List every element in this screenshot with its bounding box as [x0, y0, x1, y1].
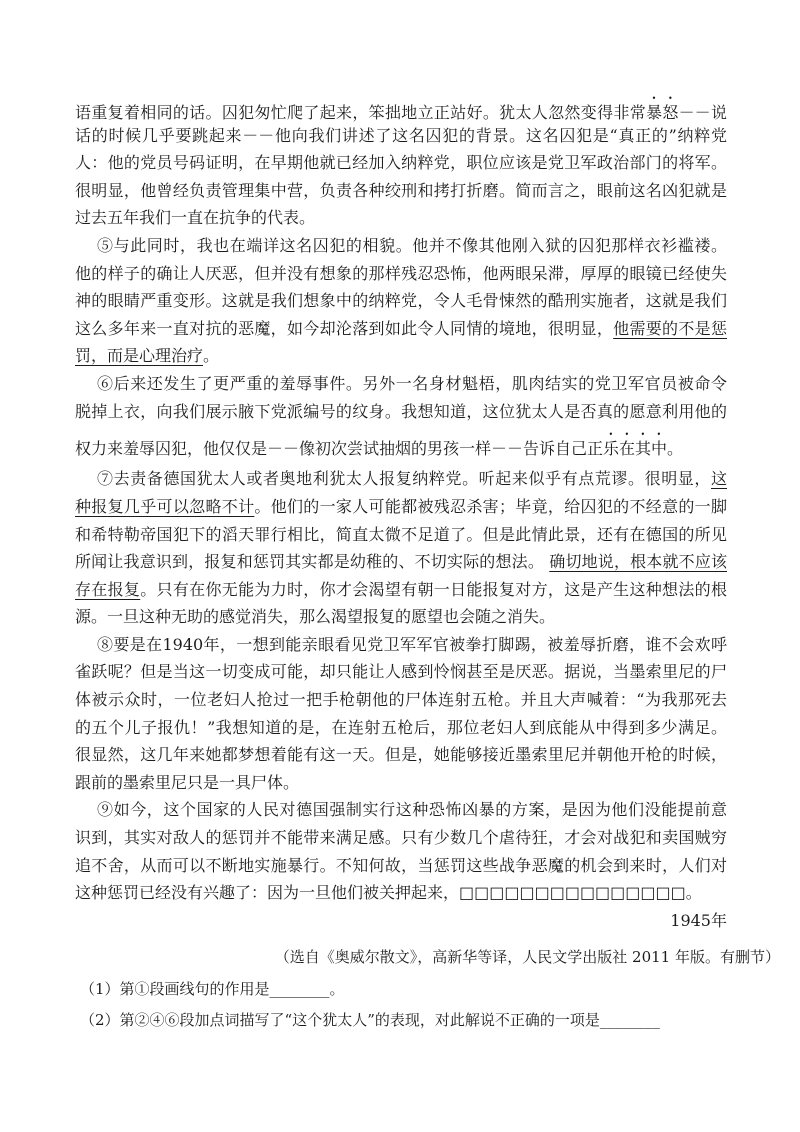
text-line: 过去五年我们一直在抗争的代表。: [75, 208, 316, 228]
answer-blank: ________: [269, 980, 330, 998]
text-line: [75, 430, 727, 458]
text-segment: 。: [667, 439, 684, 459]
text-line: 很明显，他曾经负责管理集中营，负责各种绞刑和拷打折磨。简而言之，眼前这名凶犯就是: [75, 180, 727, 200]
text-line: [75, 576, 727, 604]
underlined-sentence: 他需要的不是惩: [613, 318, 727, 338]
text-line: 识到，其实对敌人的惩罚并不能带来满足感。只有少数几个虐待狂，才会对战犯和卖国贼穷: [75, 828, 727, 848]
text-line: 话的时候几乎要跳起来－－他向我们讲述了这名囚犯的背景。这名囚犯是“真正的”纳粹党: [75, 125, 727, 145]
text-line: 追不舍，从而可以不断地实施暴行。不知何故，当惩罚这些战争恶魔的机会到来时，人们对: [75, 855, 727, 875]
answer-blank: ________: [599, 1011, 660, 1029]
text-line: ⑧要是在1940年，一想到能亲眼看见党卫军军官被拳打脚踢，被羞辱折磨，谁不会欢呼: [97, 634, 727, 654]
text-line: 跟前的墨索里尼只是一具尸体。: [75, 772, 300, 792]
text-line: ⑨如今，这个国家的人民对德国强制实行这种恐怖凶暴的方案，是因为他们没能提前意: [97, 800, 727, 820]
text-line: 的五个儿子报仇！”我想知道的是，在连射五枪后，那位老妇人到底能从中得到多少满足。: [75, 717, 727, 737]
underlined-sentence: 罚，而是心理治疗: [75, 346, 204, 366]
question-text-end: 。: [329, 980, 345, 998]
text-line: [75, 548, 727, 576]
text-line: [75, 342, 727, 370]
question-2: [80, 1006, 660, 1034]
paragraph-9: [75, 796, 727, 906]
text-line: 神的眼睛严重变形。这就是我们想象中的纳粹党，令人毛骨悚然的酷刑实施者，这就是我们: [75, 291, 727, 311]
text-segment: 权力来羞辱囚犯，他仅仅是－－像初次尝试抽烟的男孩一样－－告诉自己正: [75, 439, 604, 459]
paragraph-8: [75, 631, 727, 797]
text-segment: 。: [203, 346, 220, 366]
underlined-sentence: 种报复几乎可以忽略不计: [75, 496, 255, 516]
text-segment: 语重复着相同的话。囚犯匆忙爬了起来，笨拙地立正站好。犹太人忽然变得非常: [75, 103, 647, 122]
text-line: ⑤与此同时，我也在端详这名囚犯的相貌。他并不像其他刚入狱的囚犯那样衣衫褴褛。: [97, 235, 727, 255]
text-line: 他的样子的确让人厌恶，但并没有想象的那样残忍恐怖，他两眼呆滞，厚厚的眼镜已经使失: [75, 263, 727, 283]
paragraph-6: [75, 370, 727, 458]
source-citation: （选自《奥威尔散文》，高新华等译，人民文学出版社 2011 年版。有删节）: [274, 948, 780, 966]
text-segment: 。只有在你无能为力时，你才会渴望有朝一日能报复对方，这是产生这种想法的根: [140, 579, 727, 599]
text-line: [75, 493, 727, 521]
text-line: [75, 94, 727, 122]
text-segment: 所闻让我意识到，报复和惩罚其实都是幼稚的、不切实际的想法。: [75, 552, 550, 572]
paragraph-7: [75, 465, 727, 631]
text-line: 人：他的党员号码证明，在早期他就已经加入纳粹党，职位应该是党卫军政治部门的将军。: [75, 153, 727, 173]
underlined-sentence: 存在报复: [75, 579, 141, 599]
text-segment: 这么多年来一直对抗的恶魔，如今却沦落到如此令人同情的境地，很明显，: [75, 318, 614, 338]
question-1: [80, 975, 345, 1003]
text-line: 体被示众时，一位老妇人抢过一把手枪朝他的尸体连射五枪。并且大声喊着：“为我那死去: [75, 690, 727, 710]
underlined-sentence: 确切地说，根本就不应该: [549, 552, 727, 572]
text-line: 雀跃呢？但是当这一切变成可能，却只能让人感到怜悯甚至是厌恶。据说，当墨索里尼的尸: [75, 662, 727, 682]
text-line: [75, 315, 727, 343]
date-line: 1945年: [670, 911, 727, 930]
text-line: [75, 465, 727, 493]
text-line: 这种惩罚已经没有兴趣了：因为一旦他们被关押起来，□□□□□□□□□□□□□□□。: [75, 883, 702, 903]
question-text: （1）第①段画线句的作用是: [80, 980, 270, 998]
underlined-sentence: 这: [710, 469, 727, 489]
text-segment: ⑦去责备德国犹太人或者奥地利犹太人报复纳粹党。听起来似乎有点荒谬。很明显，: [97, 469, 711, 489]
reading-passage: [75, 94, 727, 907]
text-line: ⑥后来还发生了更严重的羞辱事件。另外一名身材魁梧，肌肉结实的党卫军官员被命令: [97, 373, 727, 393]
dotted-word: 乐在其中: [603, 439, 668, 459]
text-line: 源。一旦这种无助的感觉消失，那么渴望报复的愿望也会随之消失。: [75, 607, 556, 627]
text-segment: －－说: [678, 103, 727, 122]
text-line: 和希特勒帝国犯下的滔天罪行相比，简直太微不足道了。但是此情此景，还有在德国的所见: [75, 524, 727, 544]
text-line: 脱掉上衣，向我们展示腋下党派编号的纹身。我想知道，这位犹太人是否真的愿意利用他的: [75, 401, 727, 421]
paragraph-4-continued: [75, 94, 727, 232]
paragraph-5: [75, 232, 727, 370]
dotted-word: 暴怒: [646, 103, 679, 122]
question-text: （2）第②④⑥段加点词描写了“这个犹太人”的表现，对此解说不正确的一项是: [80, 1011, 600, 1029]
text-segment: 。他们的一家人可能都被残忍杀害；毕竟，给囚犯的不经意的一脚: [254, 496, 727, 516]
text-line: 很显然，这几年来她都梦想着能有这一天。但是，她能够接近墨索里尼并朝他开枪的时候，: [75, 745, 727, 765]
